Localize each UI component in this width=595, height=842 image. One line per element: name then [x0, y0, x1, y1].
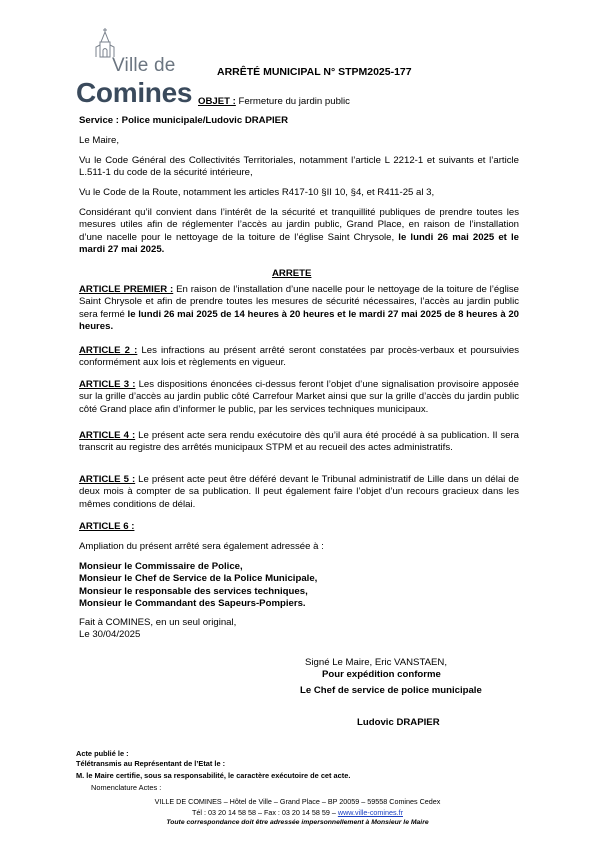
logo-comines: Comines — [76, 77, 193, 108]
document-title: ARRÊTÉ MUNICIPAL N° STPM2025-177 — [217, 66, 412, 78]
logo-ville-de: Ville de — [112, 55, 176, 76]
considerant-text: Considérant qu’il convient dans l’intérêt de la sécurité et tranquillité publiques de prendre toutes les mesures utiles afin de réglementer l’accès au jardin public, Grand Place, en raison de l’installation d’une nacelle pour le nettoyage de la toiture de l’église Saint Chrysole, — [79, 207, 519, 243]
le-maire: Le Maire, — [79, 135, 119, 146]
recipient-item: Monsieur le Chef de Service de la Police Municipale, — [79, 573, 318, 585]
article-6 — [79, 521, 519, 533]
objet-line — [198, 96, 350, 107]
article-2 — [79, 345, 519, 370]
recipients-list — [79, 561, 519, 611]
article-2-label: ARTICLE 2 : — [79, 345, 138, 356]
footer-address: VILLE DE COMINES – Hôtel de Ville – Grand Place – BP 20059 – 59558 Comines Cedex — [154, 797, 441, 806]
considerant — [79, 207, 519, 257]
signature-nom: Ludovic DRAPIER — [357, 717, 440, 728]
footer-tel: Tél : 03 20 14 58 58 – Fax : 03 20 14 58 59 – — [192, 808, 338, 817]
service-line: Service : Police municipale/Ludovic DRAPIER — [79, 115, 288, 126]
article-premier — [79, 284, 519, 334]
signature-signe: Signé Le Maire, Eric VANSTAEN, — [305, 657, 447, 668]
article-3 — [79, 379, 519, 416]
article-5-text: Le présent acte peut être déféré devant le Tribunal administratif de Lille dans un délai de deux mois à compter de sa publication. Il peut également faire l’objet d’un recours gracieux dans les mêmes conditions de délai. — [79, 474, 519, 510]
signature-chef: Le Chef de service de police municipale — [300, 685, 482, 696]
article-5-label: ARTICLE 5 : — [79, 474, 136, 485]
article-3-label: ARTICLE 3 : — [79, 379, 136, 390]
vu-code-route: Vu le Code de la Route, notamment les articles R417-10 §II 10, §4, et R411-25 al 3, — [79, 187, 435, 198]
date: Le 30/04/2025 — [79, 629, 141, 640]
considerant-dates: le lundi 26 mai 2025 et le mardi 27 mai 2025. — [79, 231, 519, 256]
article-premier-label: ARTICLE PREMIER : — [79, 284, 174, 295]
footer-website-link[interactable]: www.ville-comines.fr — [337, 808, 403, 817]
objet-label: OBJET : — [198, 96, 236, 107]
fait-a: Fait à COMINES, en un seul original, — [79, 617, 237, 628]
footer-teletransmis: Télétransmis au Représentant de l’Etat le : — [76, 759, 226, 768]
footer-publie: Acte publié le : — [76, 749, 129, 758]
article-4-label: ARTICLE 4 : — [79, 430, 136, 441]
arrete-heading: ARRETE — [272, 268, 312, 279]
footer-correspondance: Toute correspondance doit être adressée impersonnellement à Monsieur le Maire — [166, 819, 429, 826]
recipient-item: Monsieur le Commandant des Sapeurs-Pompiers. — [79, 598, 306, 610]
vu-cgct: Vu le Code Général des Collectivités Territoriales, notamment l’article L 2212-1 et suivants et l’article L.511-1 du code de la sécurité intérieure, — [79, 155, 519, 179]
article-4-text: Le présent acte sera rendu exécutoire dès qu’il aura été procédé à sa publication. Il sera transcrit au registre des arrêtés municipaux STPM et au recueil des actes administratifs. — [79, 430, 519, 454]
article-premier-text: En raison de l’installation d’une nacelle pour le nettoyage de la toiture de l’église Saint Chrysole et afin de prendre toutes les mesures de sécurité nécessaires, l’accès au jardin public sera fermé — [79, 284, 519, 320]
footer-nomenclature: Nomenclature Actes : — [91, 783, 162, 792]
article-5 — [79, 474, 519, 511]
article-premier-dates: le lundi 26 mai 2025 de 14 heures à 20 heures et le mardi 27 mai 2025 de 8 heures à 20 heures. — [79, 308, 519, 333]
ampliation: Ampliation du présent arrêté sera également adressée à : — [79, 541, 324, 552]
article-2-text: Les infractions au présent arrêté seront constatées par procès-verbaux et poursuivies conformément aux lois et règlements en vigueur. — [79, 345, 520, 369]
article-6-label: ARTICLE 6 : — [79, 521, 135, 532]
signature-expedition: Pour expédition conforme — [322, 669, 441, 680]
objet-text: Fermeture du jardin public — [235, 96, 350, 107]
article-4 — [79, 430, 519, 455]
church-logo-icon — [94, 28, 116, 58]
article-3-text: Les dispositions énoncées ci-dessus feront l’objet d’une signalisation provisoire apposée sur la grille d’accès au jardin public côté Carrefour Market ainsi que sur la grille d’accès du jardin public côté Grand place afin d’informer le public, par les services techniques municipaux. — [79, 379, 519, 415]
footer-contact — [0, 808, 595, 817]
recipient-item: Monsieur le Commissaire de Police, — [79, 561, 243, 572]
recipient-item: Monsieur le responsable des services techniques, — [79, 585, 308, 597]
footer-certifie: M. le Maire certifie, sous sa responsabilité, le caractère exécutoire de cet acte. — [76, 771, 351, 780]
